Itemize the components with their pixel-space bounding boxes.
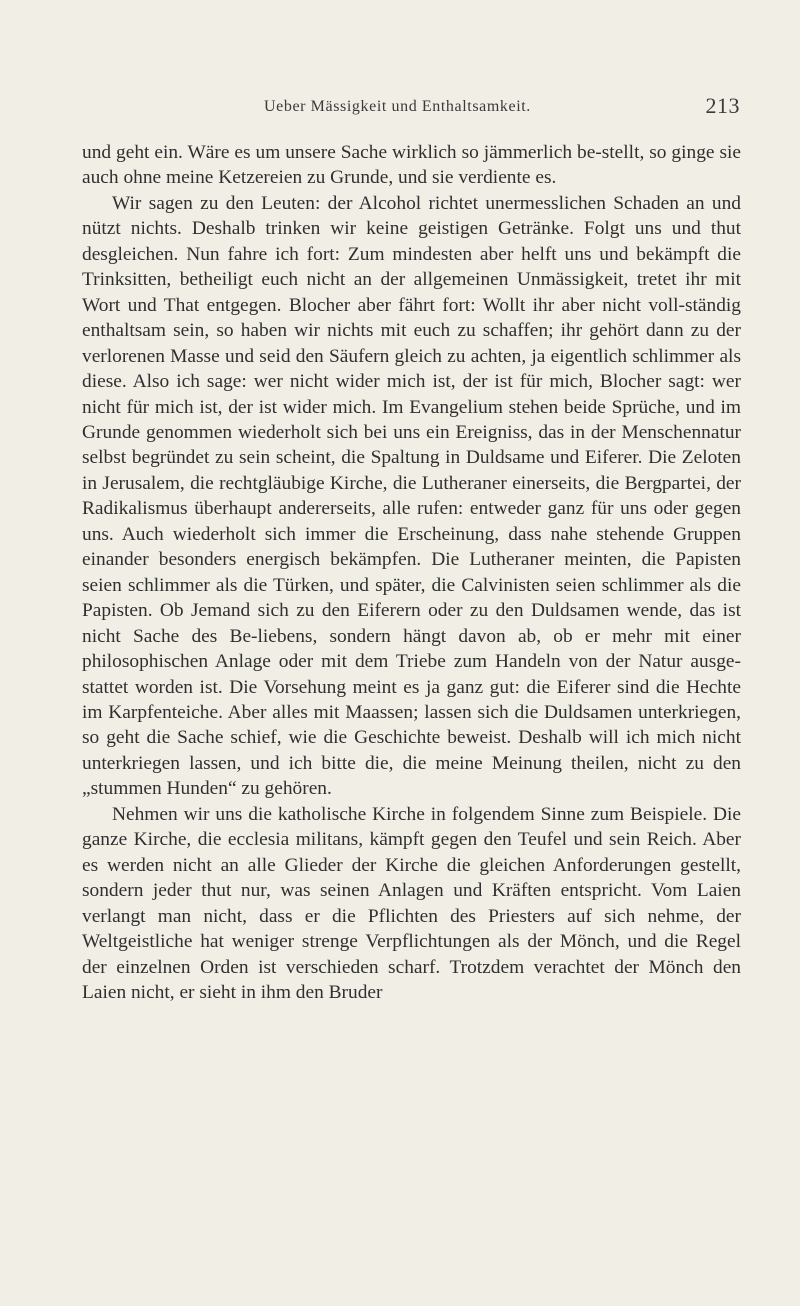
page-header	[84, 93, 740, 126]
page-number: 213	[705, 93, 740, 118]
body-text	[82, 140, 741, 1005]
paragraph-1: und geht ein. Wäre es um unsere Sache wirklich so jämmerlich be-stellt, so ginge sie auch ohne meine Ketzereien zu Grunde, und sie verdiente es.	[82, 142, 741, 189]
paragraph-2: Wir sagen zu den Leuten: der Alcohol richtet unermesslichen Schaden an und nützt nichts. Deshalb trinken wir keine geistigen Getränke. Folgt uns und thut desgleichen. Nun fahre ich fort: Zum mindesten aber helft uns und bekämpft die Trinksitten, betheiligt euch nicht an der allgemeinen Unmässigkeit, tretet ihr mit Wort und That entgegen. Blocher aber fährt fort: Wollt ihr aber nicht voll-ständig enthaltsam sein, so haben wir nichts mit euch zu schaffen; ihr gehört dann zu der verlorenen Masse und seid den Säufern gleich zu achten, ja eigentlich schlimmer als diese. Also ich sage: wer nicht wider mich ist, der ist für mich, Blocher sagt: wer nicht für mich ist, der ist wider mich. Im Evangelium stehen beide Sprüche, und im Grunde genommen wiederholt sich bei uns ein Ereigniss, das in der Menschennatur selbst begründet zu sein scheint, die Spaltung in Duldsame und Eiferer. Die Zeloten in Jerusalem, die rechtgläubige Kirche, die Lutheraner einerseits, die Bergpartei, der Radikalismus überhaupt andererseits, alle rufen: entweder ganz für uns oder gegen uns. Auch wiederholt sich immer die Erscheinung, dass nahe stehende Gruppen einander besonders energisch bekämpfen. Die Lutheraner meinten, die Papisten seien schlimmer als die Türken, und später, die Calvinisten seien schlimmer als die Papisten. Ob Jemand sich zu den Eiferern oder zu den Duldsamen wende, das ist nicht Sache des Be-liebens, sondern hängt davon ab, ob er mehr mit einer philosophischen Anlage oder mit dem Triebe zum Handeln von der Natur ausge-stattet worden ist. Die Vorsehung meint es ja ganz gut: die Eiferer sind die Hechte im Karpfenteiche. Aber alles mit Maassen; lassen sich die Duldsamen unterkriegen, so geht die Sache schief, wie die Geschichte beweist. Deshalb will ich mich nicht unterkriegen lassen, und ich bitte die, die meine Meinung theilen, nicht zu den „stummen Hunden“ zu gehören.	[82, 192, 741, 800]
paragraph-3: Nehmen wir uns die katholische Kirche in folgendem Sinne zum Beispiele. Die ganze Kirche, die ecclesia militans, kämpft gegen den Teufel und sein Reich. Aber es werden nicht an alle Glieder der Kirche die gleichen Anforderungen gestellt, sondern jeder thut nur, was seinen Anlagen und Kräften entspricht. Vom Laien verlangt man nicht, dass er die Pflichten des Priesters auf sich nehme, der Weltgeistliche hat weniger strenge Verpflichtungen als der Mönch, und die Regel der einzelnen Orden ist verschieden scharf. Trotzdem verachtet der Mönch den Laien nicht, er sieht in ihm den Bruder	[82, 803, 741, 1003]
running-head: Ueber Mässigkeit und Enthaltsamkeit.	[264, 98, 531, 115]
